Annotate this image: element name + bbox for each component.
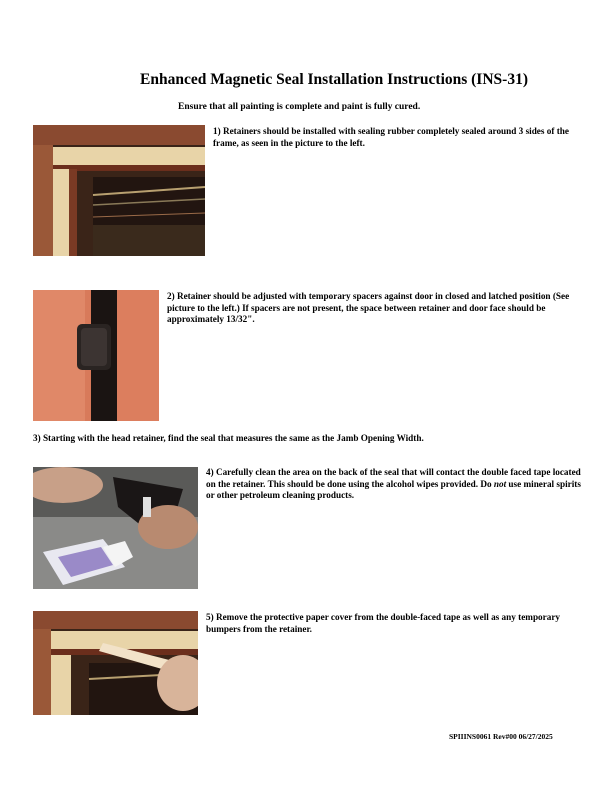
photo-frame-retainer xyxy=(33,125,205,256)
photo-remove-cover xyxy=(33,611,198,715)
step-2-text: 2) Retainer should be adjusted with temporary spacers against door in closed and latched position (See picture to the left.) If spacers are not present, the space between retainer and door face should be approximately 13/32". xyxy=(167,291,570,324)
step-5-text: 5) Remove the protective paper cover from the double-faced tape as well as any temporary bumpers from the retainer. xyxy=(206,612,560,634)
step-4-text xyxy=(206,467,581,502)
step-4-text-b: use mineral spirits or other petroleum cleaning products. xyxy=(206,478,581,500)
step-4-text-a: 4) Carefully clean the area on the back of the seal that will contact the double faced tape located on the retainer. This should be done using the alcohol wipes provided. Do xyxy=(206,467,581,489)
step-1-text: 1) Retainers should be installed with sealing rubber completely sealed around 3 sides of the frame, as seen in the picture to the left. xyxy=(213,126,569,148)
document-footer: SPIIINS0061 Rev#00 06/27/2025 xyxy=(449,732,553,741)
step-3-text: 3) Starting with the head retainer, find the seal that measures the same as the Jamb Opening Width. xyxy=(33,433,424,443)
page-subtitle: Ensure that all painting is complete and paint is fully cured. xyxy=(178,102,421,112)
photo-cleaning-seal xyxy=(33,467,198,589)
step-4-text-emphasis: not xyxy=(493,478,507,489)
page-title: Enhanced Magnetic Seal Installation Instructions (INS-31) xyxy=(140,71,528,88)
photo-retainer-spacer xyxy=(33,290,159,421)
